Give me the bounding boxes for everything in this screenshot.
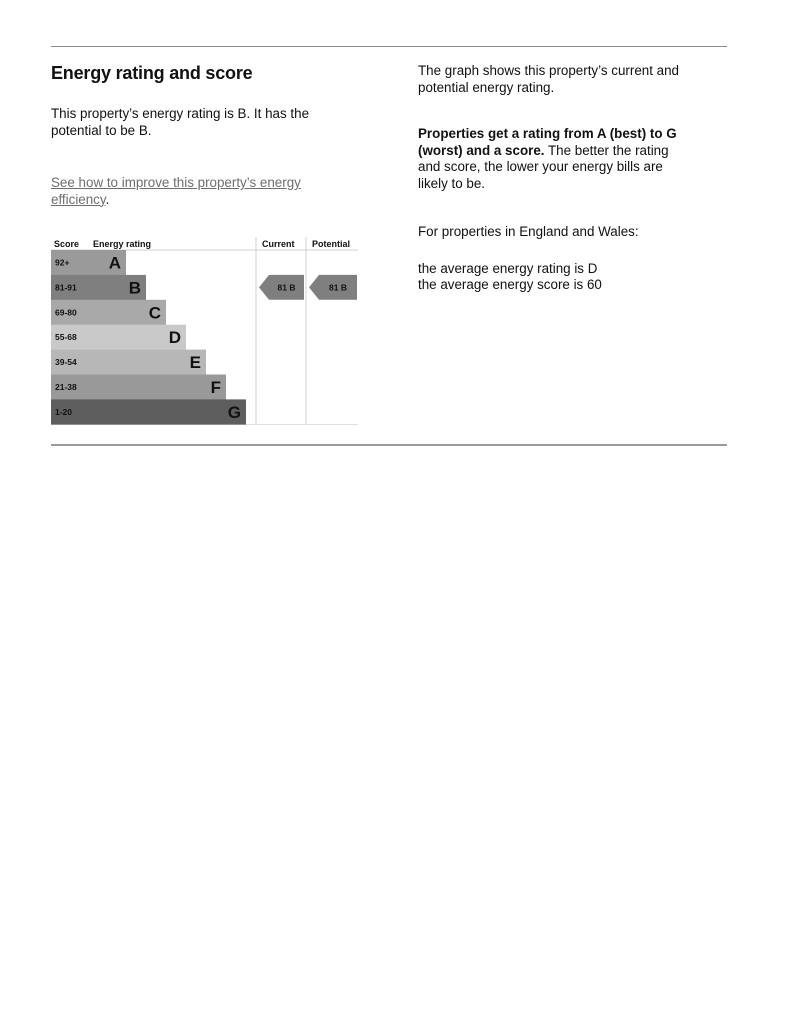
header-current: Current [262,239,295,249]
band-score-label: 92+ [55,257,70,268]
potential-rating-arrow-label: 81 B [329,282,347,293]
header-score: Score [54,239,80,249]
improve-link-suffix: . [105,191,110,207]
band-score-label: 21-38 [55,381,77,392]
graph-explanation-line1: The graph shows this property’s current and [418,63,680,78]
ratings-rest-line3: likely to be. [418,175,485,191]
energy-rating-chart-svg [51,237,358,425]
graph-explanation [418,63,728,96]
bottom-divider [51,444,727,446]
rating-explanation [418,63,728,294]
band-bar [87,350,206,375]
average-score: the average energy score is 60 [418,277,602,292]
ratings-explanation [418,126,728,192]
ratings-rest-line1: The better the rating [544,142,669,158]
band-bar [87,375,226,400]
improve-paragraph [51,175,371,208]
band-letter-label: D [168,328,181,348]
rating-summary [51,106,371,139]
region-label: For properties in England and Wales: [418,224,639,239]
energy-rating-section [51,60,371,208]
page-title: Energy rating and score [51,63,253,83]
band-bar [87,399,246,424]
rating-summary-line1: This property’s energy rating is B. It has the [51,106,310,121]
current-rating-arrow-label: 81 B [277,282,296,293]
header-energy-rating: Energy rating [93,239,152,249]
band-score-label: 81-91 [55,282,77,293]
band-letter-label: A [108,253,121,273]
graph-explanation-line2: potential energy rating. [418,79,555,95]
top-divider [51,46,727,47]
ratings-bold-line1: Properties get a rating from A (best) to G [418,126,677,141]
energy-rating-chart [51,237,358,425]
band-score-label: 1-20 [55,406,73,417]
band-letter-label: G [227,402,241,422]
band-letter-label: B [128,278,141,298]
ratings-bold-line2: (worst) and a score. [418,142,545,158]
band-score-label: 39-54 [55,357,77,368]
ratings-rest-line2: and score, the lower your energy bills are [418,159,663,174]
improve-link-line2: efficiency [51,191,106,207]
average-rating: the average energy rating is D [418,260,598,276]
band-letter-label: F [210,377,221,397]
improve-efficiency-link[interactable] [51,175,301,207]
band-letter-label: C [148,303,161,323]
rating-summary-line2: potential to be B. [51,122,152,138]
improve-link-line1: See how to improve this property’s energy [51,175,301,190]
band-score-label: 55-68 [55,332,77,343]
averages [418,261,728,294]
header-potential: Potential [312,239,351,249]
band-score-label: 69-80 [55,307,77,318]
band-letter-label: E [189,353,201,373]
